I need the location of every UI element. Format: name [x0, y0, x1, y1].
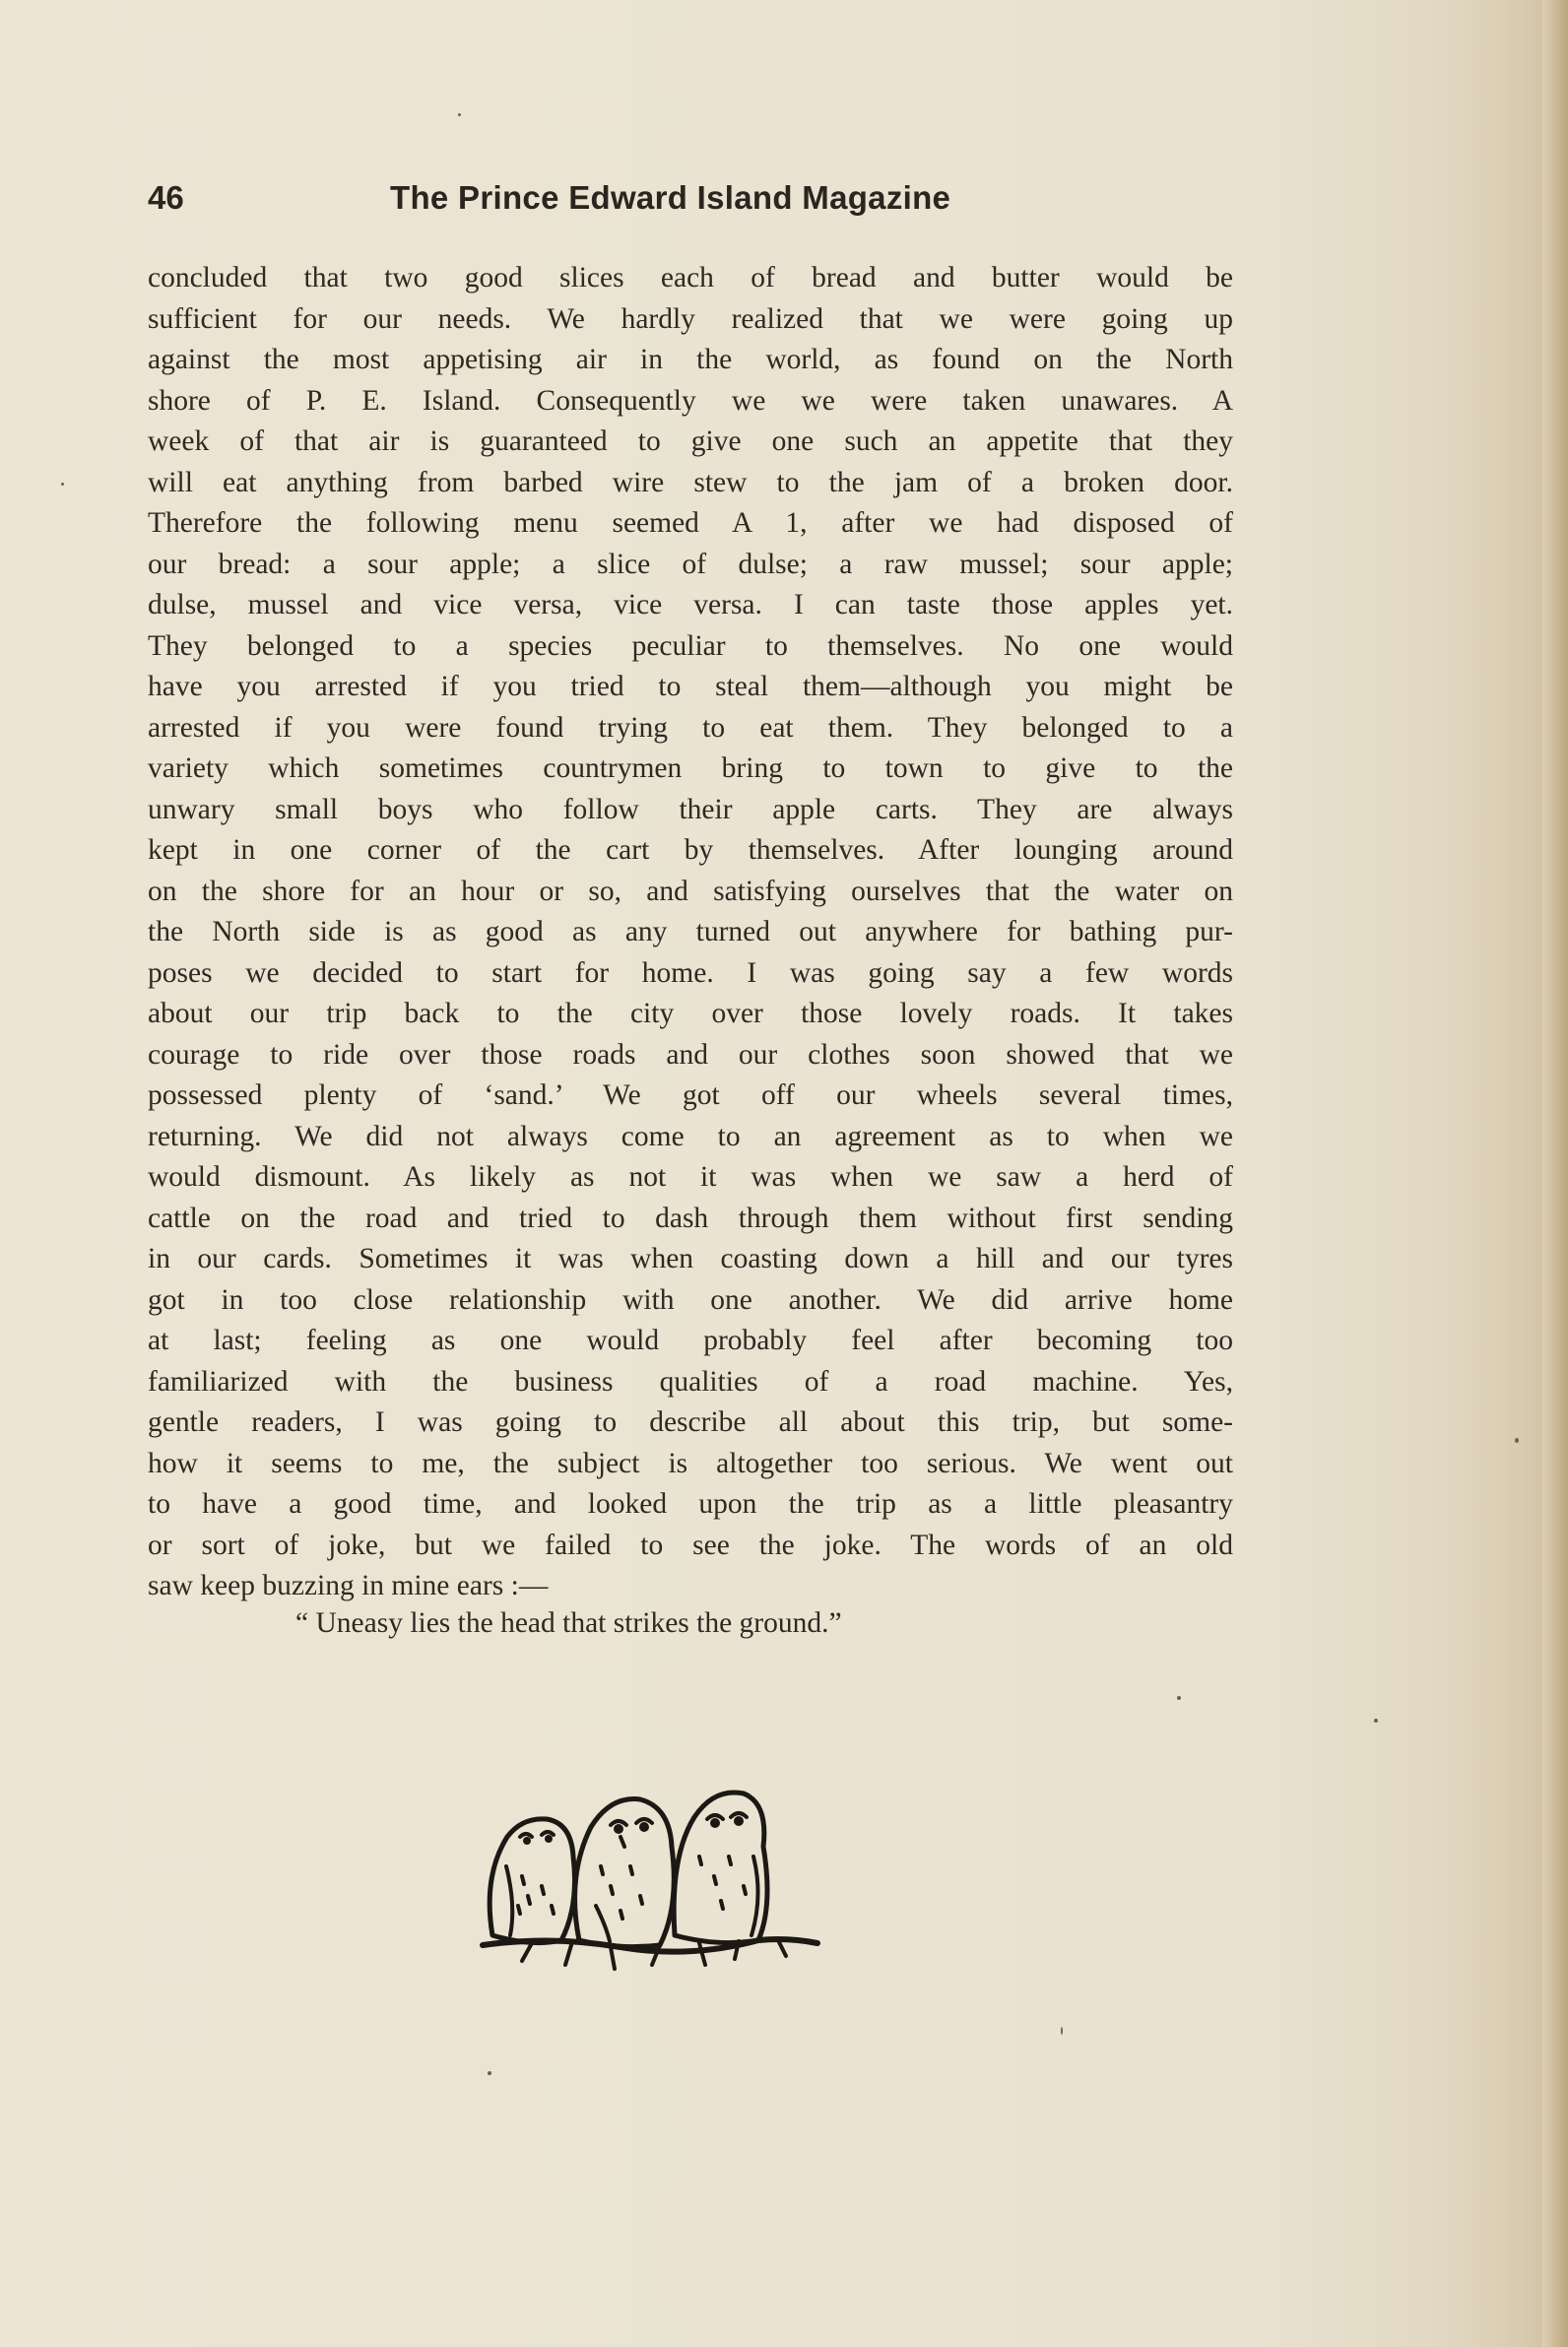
text-line: cattle on the road and tried to dash through them without first sending	[148, 1202, 1233, 1234]
paper-speck	[1515, 1438, 1519, 1443]
page-number: 46	[148, 179, 184, 216]
body-text	[148, 258, 1233, 1607]
text-line: unwary small boys who follow their apple carts. They are always	[148, 793, 1233, 825]
text-line: They belonged to a species peculiar to themselves. No one would	[148, 629, 1233, 662]
text-line: on the shore for an hour or so, and satisfying ourselves that the water on	[148, 875, 1233, 907]
text-line: shore of P. E. Island. Consequently we we were taken unawares. A	[148, 384, 1233, 417]
text-line: in our cards. Sometimes it was when coasting down a hill and our tyres	[148, 1243, 1233, 1274]
text-line: against the most appetising air in the world, as found on the North	[148, 344, 1233, 375]
text-line: saw keep buzzing in mine ears :—	[148, 1570, 549, 1601]
paper-speck	[1061, 2027, 1063, 2035]
text-line: concluded that two good slices each of bread and butter would be	[148, 262, 1233, 293]
text-line: the North side is as good as any turned out anywhere for bathing pur-	[148, 916, 1233, 947]
text-line: returning. We did not always come to an agreement as to when we	[148, 1120, 1233, 1152]
text-line: at last; feeling as one would probably feel after becoming too	[148, 1325, 1233, 1356]
paper-speck	[61, 483, 64, 486]
text-line: week of that air is guaranteed to give one such an appetite that they	[148, 425, 1233, 457]
page-header	[148, 173, 1231, 232]
text-line: familiarized with the business qualities of a road machine. Yes,	[148, 1365, 1233, 1398]
text-line: or sort of joke, but we failed to see the joke. The words of an old	[148, 1529, 1233, 1561]
text-line: arrested if you were found trying to eat them. They belonged to a	[148, 711, 1233, 744]
text-line: dulse, mussel and vice versa, vice versa. I can taste those apples yet.	[148, 589, 1233, 620]
text-line: possessed plenty of ‘sand.’ We got off our wheels several times,	[148, 1079, 1233, 1111]
text-line: gentle readers, I was going to describe all about this trip, but some-	[148, 1406, 1233, 1438]
text-line: how it seems to me, the subject is altogether too serious. We went out	[148, 1447, 1233, 1479]
text-line: variety which sometimes countrymen bring to town to give to the	[148, 752, 1233, 784]
text-line: poses we decided to start for home. I was going say a few words	[148, 956, 1233, 989]
text-line: Therefore the following menu seemed A 1, after we had disposed of	[148, 507, 1233, 539]
paper-speck	[1374, 1719, 1378, 1723]
text-line: kept in one corner of the cart by themselves. After lounging around	[148, 834, 1233, 866]
page-edge	[1542, 0, 1568, 2347]
text-line: would dismount. As likely as not it was when we saw a herd of	[148, 1161, 1233, 1193]
text-line: got in too close relationship with one another. We did arrive home	[148, 1283, 1233, 1316]
paper-speck	[488, 2071, 491, 2075]
text-line: our bread: a sour apple; a slice of dulse; a raw mussel; sour apple;	[148, 548, 1233, 580]
text-line: courage to ride over those roads and our clothes soon showed that we	[148, 1038, 1233, 1071]
text-line: about our trip back to the city over those lovely roads. It takes	[148, 998, 1233, 1029]
running-head: The Prince Edward Island Magazine	[390, 179, 951, 216]
text-line: will eat anything from barbed wire stew to the jam of a broken door.	[148, 466, 1233, 498]
paper-speck	[458, 113, 461, 116]
text-line: to have a good time, and looked upon the trip as a little pleasantry	[148, 1488, 1233, 1520]
text-line: sufficient for our needs. We hardly realized that we were going up	[148, 302, 1233, 335]
three-owls-on-branch-icon	[463, 1738, 827, 1975]
paper-speck	[1177, 1696, 1181, 1700]
text-line: have you arrested if you tried to steal them—although you might be	[148, 671, 1233, 702]
closing-quote: “ Uneasy lies the head that strikes the ground.”	[295, 1607, 842, 1639]
